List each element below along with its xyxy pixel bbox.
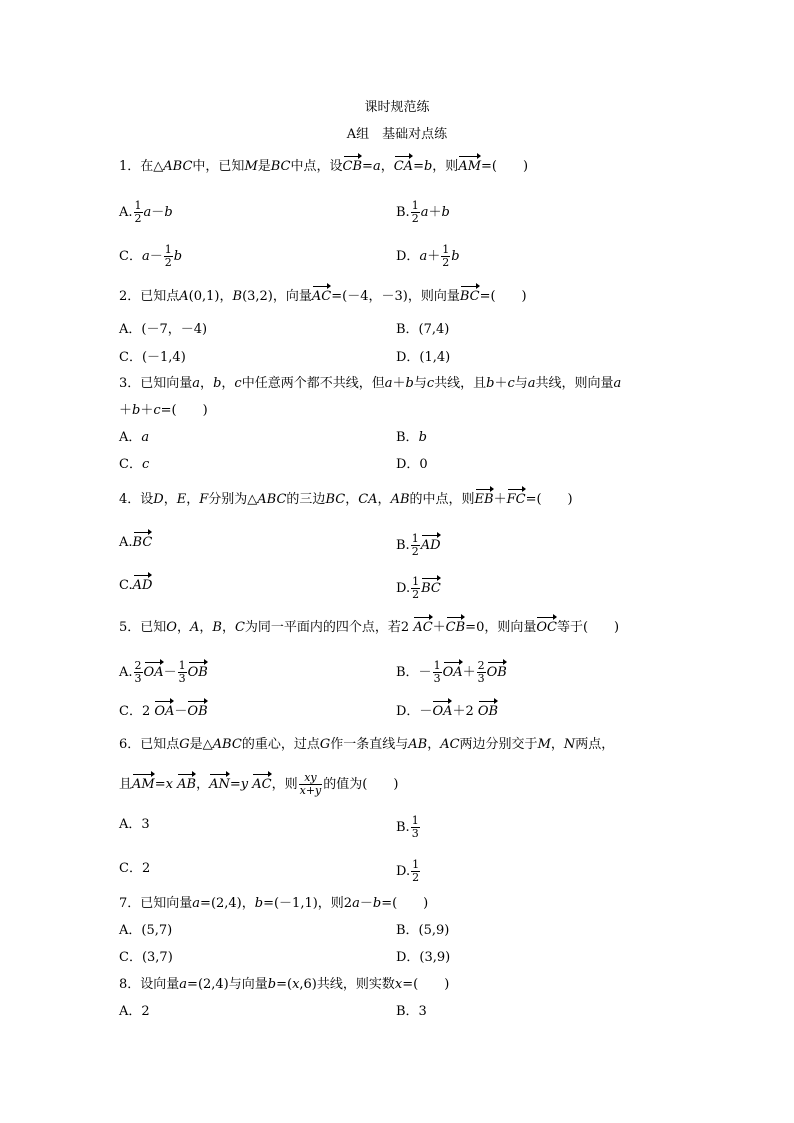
q4-option-a: A.BC <box>119 533 152 553</box>
q4-option-d: D. $\frac{1}{2}$ BC <box>396 575 441 601</box>
question-2: 2．已知点A(0,1)，B(3,2)，向量AC=(－4，－3)，则向量BC=( ) <box>119 287 679 307</box>
q3-option-c: C．c <box>119 457 150 472</box>
question-6-cont: 且AM=x AB，AN=y AC，则 $\frac{xy}{x+y}$ 的值为( ) <box>119 771 399 797</box>
q6-option-c: C．2 <box>119 861 151 876</box>
q3-option-a: A．a <box>119 430 150 445</box>
question-3-cont: ＋b＋c=( ) <box>119 403 208 418</box>
q6-option-a: A．3 <box>119 817 150 832</box>
q8-option-b: B．3 <box>396 1004 427 1019</box>
q1-option-c: C．a－ $\frac{1}{2}$ b <box>119 243 183 269</box>
question-5: 5．已知O，A，B，C为同一平面内的四个点，若2 AC＋CB=0，则向量OC等于( ) <box>119 618 679 638</box>
page-title: 课时规范练 <box>364 100 430 115</box>
question-8: 8．设向量a=(2,4)与向量b=(x,6)共线，则实数x=( ) <box>119 977 450 992</box>
question-1: 1．在△ABC中，已知M是BC中点，设CB=a，CA=b，则AM=( ) <box>119 157 679 177</box>
q4-option-b: B. $\frac{1}{2}$ AD <box>396 532 441 558</box>
q3-option-b: B．b <box>396 430 427 445</box>
q5-option-a: A. $\frac{2}{3}$ OA－ $\frac{1}{3}$ OB <box>119 659 208 685</box>
q1-option-d: D．a＋ $\frac{1}{2}$ b <box>396 243 460 269</box>
q3-option-d: D．0 <box>396 457 428 472</box>
q5-option-d: D．－OA＋2 OB <box>396 702 498 722</box>
section-subtitle: A组 基础对点练 <box>346 127 448 142</box>
q7-option-b: B．(5,9) <box>396 923 450 938</box>
q8-option-a: A．2 <box>119 1004 150 1019</box>
q1-option-a: A. $\frac{1}{2}$ a－b <box>119 199 173 225</box>
q2-option-a: A．(－7，－4) <box>119 322 208 337</box>
q5-option-b: B．－ $\frac{1}{3}$ OA＋ $\frac{2}{3}$ OB <box>396 659 507 685</box>
q4-option-c: C.AD <box>119 576 152 596</box>
q7-option-c: C．(3,7) <box>119 950 173 965</box>
question-4: 4．设D，E，F分别为△ABC的三边BC，CA，AB的中点，则EB＋FC=( ) <box>119 490 679 510</box>
question-6: 6．已知点G是△ABC的重心，过点G作一条直线与AB，AC两边分别交于M，N两点， <box>119 737 615 752</box>
q6-option-b: B. $\frac{1}{3}$ <box>396 814 419 840</box>
question-3: 3．已知向量a，b，c中任意两个都不共线，但a＋b与c共线，且b＋c与a共线，则向量a <box>119 376 622 391</box>
q2-option-b: B．(7,4) <box>396 322 450 337</box>
q6-option-d: D. $\frac{1}{2}$ <box>396 858 420 884</box>
question-7: 7．已知向量a=(2,4)，b=(－1,1)，则2a－b=( ) <box>119 896 429 911</box>
q7-option-a: A．(5,7) <box>119 923 173 938</box>
q2-option-d: D．(1,4) <box>396 350 451 365</box>
q7-option-d: D．(3,9) <box>396 950 451 965</box>
q2-option-c: C．(－1,4) <box>119 350 186 365</box>
q1-option-b: B. $\frac{1}{2}$ a＋b <box>396 199 450 225</box>
q5-option-c: C．2 OA－OB <box>119 702 208 722</box>
